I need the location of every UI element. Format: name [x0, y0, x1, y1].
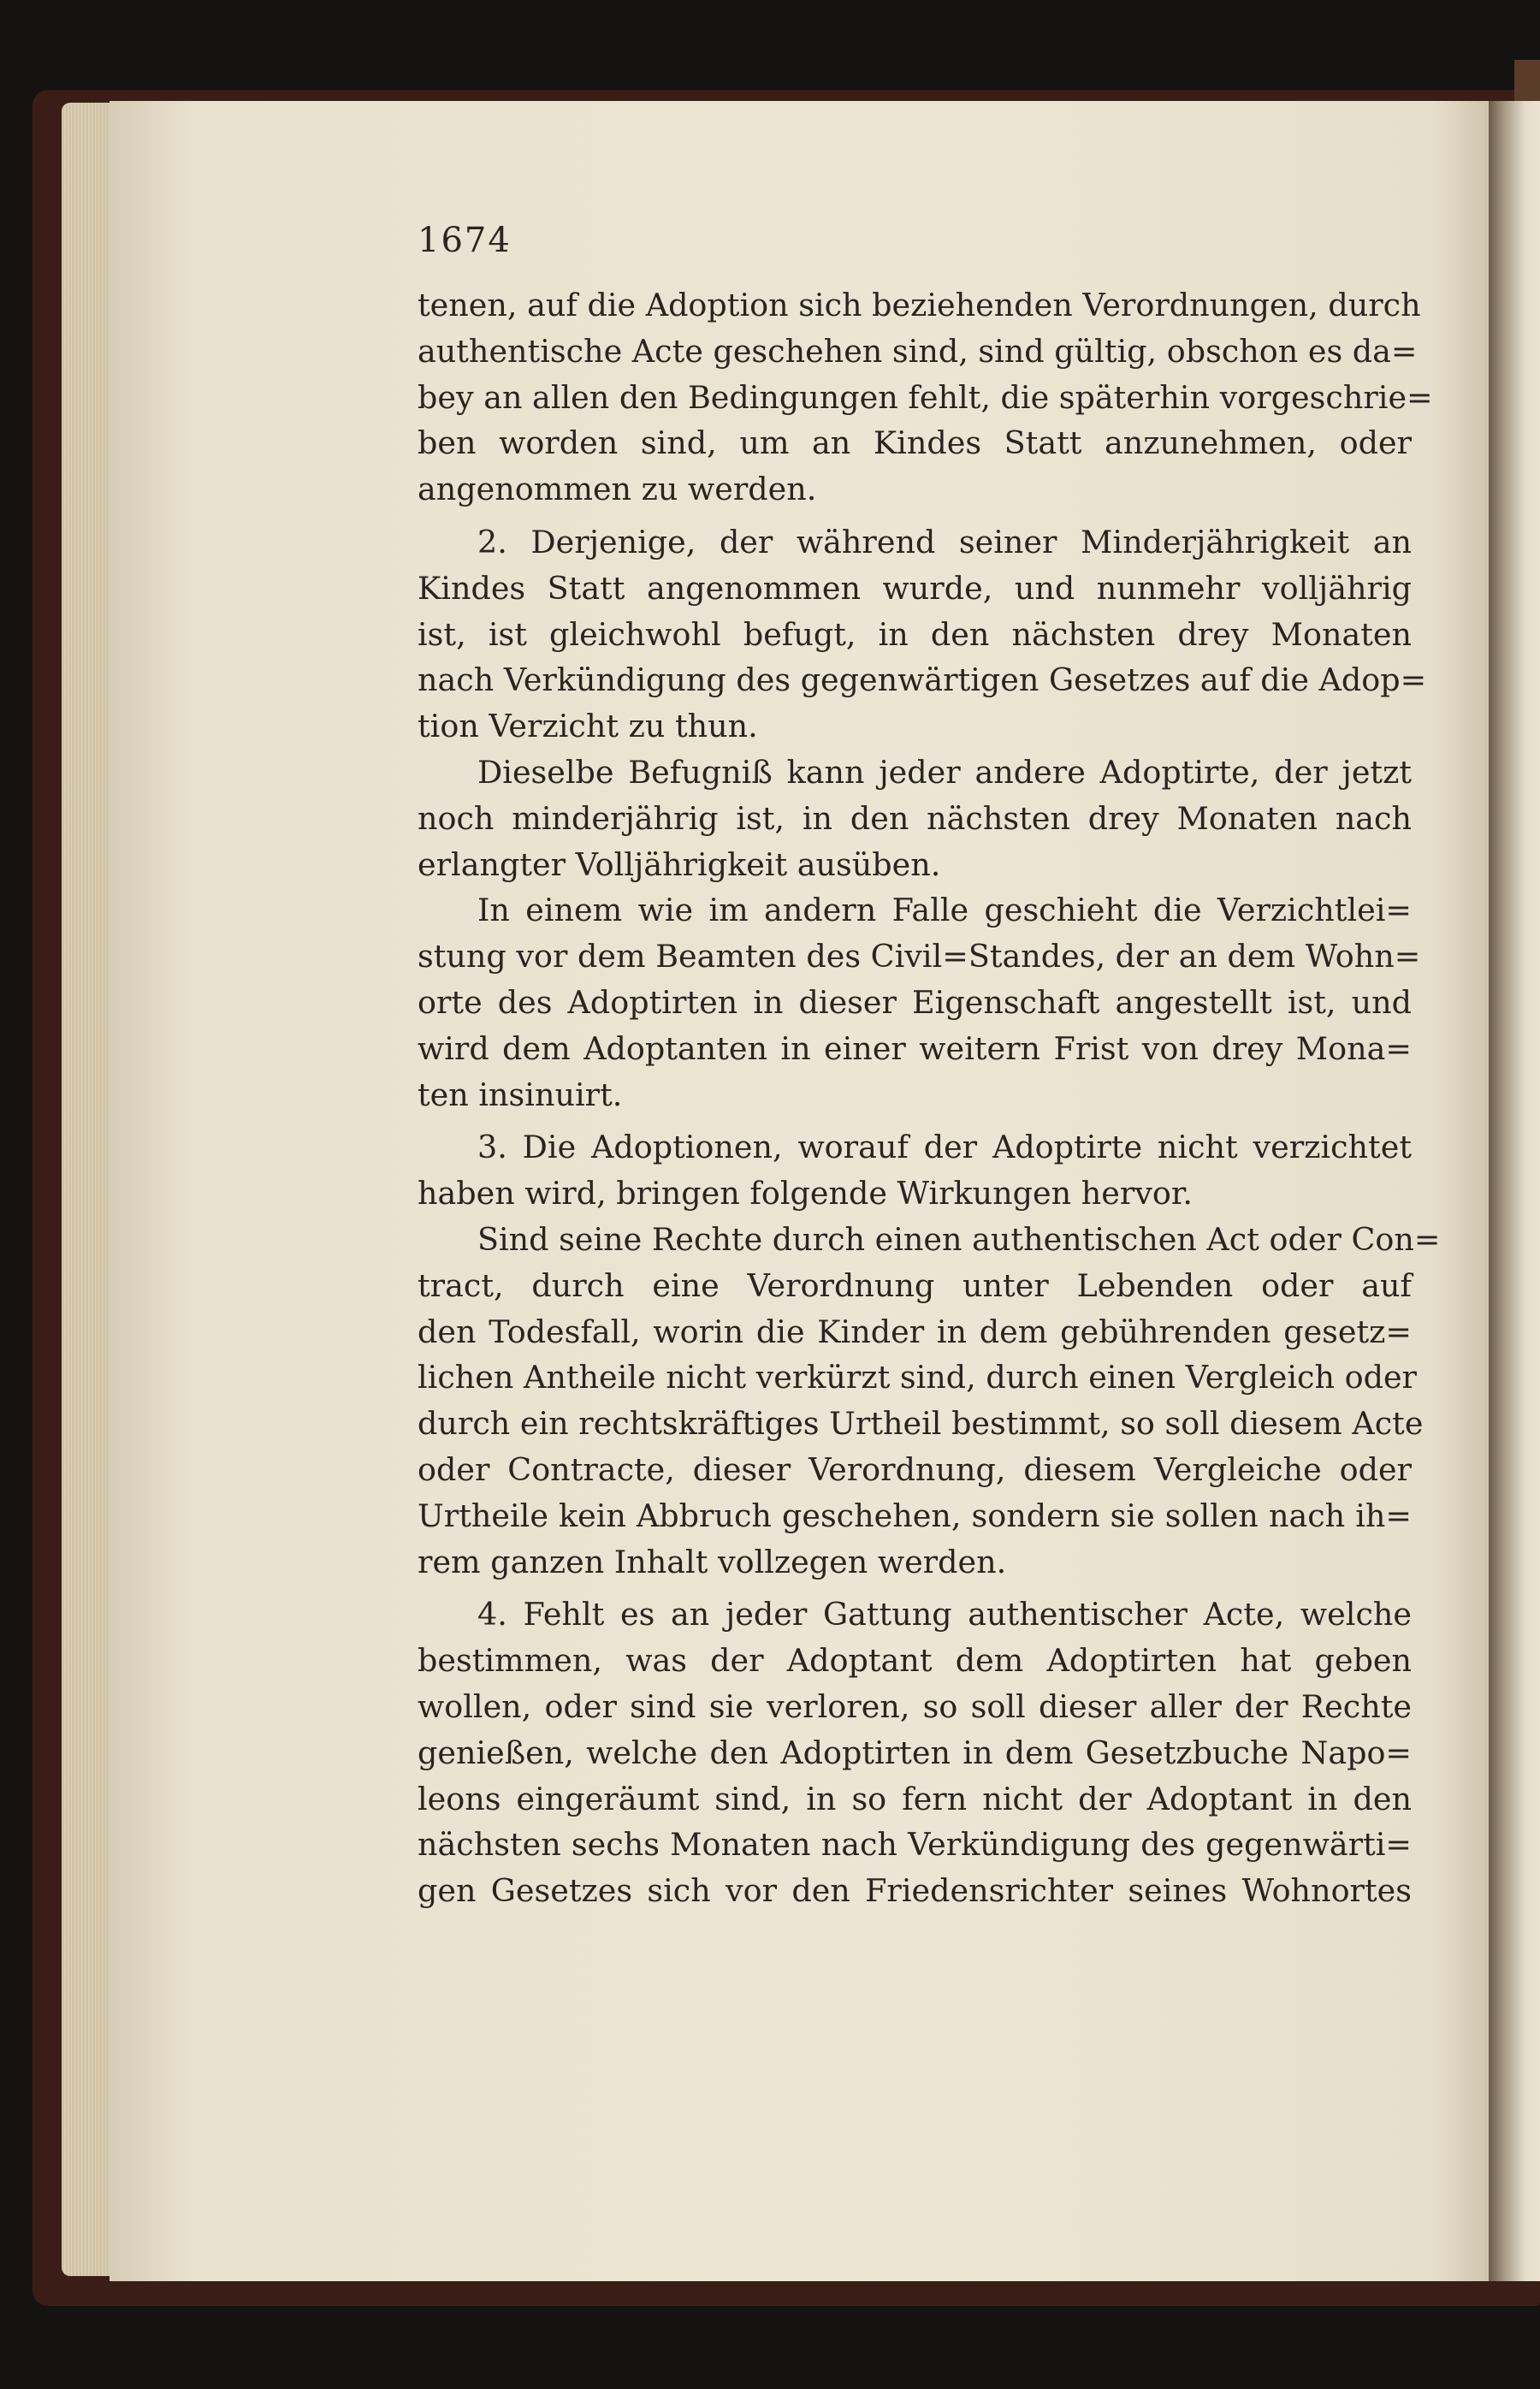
text-line: Dieselbe Befugniß kann jeder andere Adoptirte, der jetzt [477, 753, 1412, 791]
text-line: Urtheile kein Abbruch geschehen, sondern sie sollen nach ih= [418, 1497, 1412, 1534]
text-line: haben wird, bringen folgende Wirkungen hervor. [418, 1175, 1193, 1212]
text-line: ten insinuirt. [418, 1076, 623, 1113]
paragraph-1 [418, 282, 1433, 513]
text-line: tion Verzicht zu thun. [418, 708, 758, 745]
text-line: lichen Antheile nicht verkürzt sind, durch einen Vergleich oder [418, 1359, 1417, 1396]
paragraph-6 [418, 1217, 1441, 1585]
paragraph-2 [418, 519, 1427, 750]
text-line: erlangter Volljährigkeit ausüben. [418, 845, 941, 883]
text-line: nach Verkündigung des gegenwärtigen Gesetzes auf die Adop= [418, 661, 1427, 699]
text-line: oder Contracte, dieser Verordnung, diesem Vergleiche oder [418, 1450, 1412, 1488]
text-line: tenen, auf die Adoption sich beziehenden Verordnungen, durch [418, 287, 1421, 323]
text-line: rem ganzen Inhalt vollzegen werden. [418, 1543, 1007, 1580]
text-line: In einem wie im andern Falle geschieht die Verzichtlei= [477, 892, 1412, 929]
text-line: genießen, welche den Adoptirten in dem Gesetzbuche Napo= [418, 1734, 1412, 1771]
paragraph-5 [418, 1124, 1412, 1217]
text-line: tract, durch eine Verordnung unter Lebenden oder auf [418, 1266, 1412, 1304]
book-gutter [1489, 101, 1540, 2281]
paragraph-4 [418, 887, 1421, 1117]
text-line: nächsten sechs Monaten nach Verkündigung des gegenwärti= [418, 1826, 1412, 1864]
page-text [418, 282, 1441, 1914]
paragraph-3 [418, 750, 1412, 887]
text-line: 3. Die Adoptionen, worauf der Adoptirte nicht verzichtet [477, 1129, 1412, 1166]
text-line: stung vor dem Beamten des Civil=Standes, der an dem Wohn= [418, 938, 1421, 975]
text-line: 4. Fehlt es an jeder Gattung authentischer Acte, welche [477, 1596, 1412, 1633]
text-line: leons eingeräumt sind, in so fern nicht der Adoptant in den [418, 1780, 1412, 1817]
text-line: 2. Derjenige, der während seiner Minderjährigkeit an [477, 523, 1412, 560]
text-line: noch minderjährig ist, in den nächsten drey Monaten nach [418, 799, 1412, 837]
text-line: ist, ist gleichwohl befugt, in den nächsten drey Monaten [418, 615, 1412, 653]
text-line: gen Gesetzes sich vor den Friedensrichter seines Wohnortes [418, 1872, 1412, 1910]
text-line: authentische Acte geschehen sind, sind gültig, obschon es da= [418, 332, 1418, 370]
text-line: wird dem Adoptanten in einer weitern Frist von drey Mona= [418, 1029, 1412, 1067]
paragraph-7 [418, 1592, 1412, 1914]
text-line: wollen, oder sind sie verloren, so soll dieser aller der Rechte [418, 1687, 1412, 1725]
text-line: bey an allen den Bedingungen fehlt, die späterhin vorgeschrie= [418, 378, 1433, 416]
page-number: 1674 [418, 221, 512, 260]
text-line: angenommen zu werden. [418, 471, 817, 508]
text-line: durch ein rechtskräftiges Urtheil bestimmt, so soll diesem Acte [418, 1405, 1424, 1443]
text-line: den Todesfall, worin die Kinder in dem gebührenden gesetz= [418, 1313, 1412, 1350]
text-line: orte des Adoptirten in dieser Eigenschaft angestellt ist, und [418, 983, 1412, 1021]
right-cover-corner [1514, 60, 1540, 103]
text-line: bestimmen, was der Adoptant dem Adoptirten hat geben [418, 1642, 1412, 1680]
text-line: ben worden sind, um an Kindes Statt anzunehmen, oder [418, 424, 1412, 462]
text-line: Kindes Statt angenommen wurde, und nunmehr volljährig [418, 569, 1412, 607]
page-edges [62, 103, 115, 2276]
text-line: Sind seine Rechte durch einen authentischen Act oder Con= [477, 1220, 1441, 1258]
